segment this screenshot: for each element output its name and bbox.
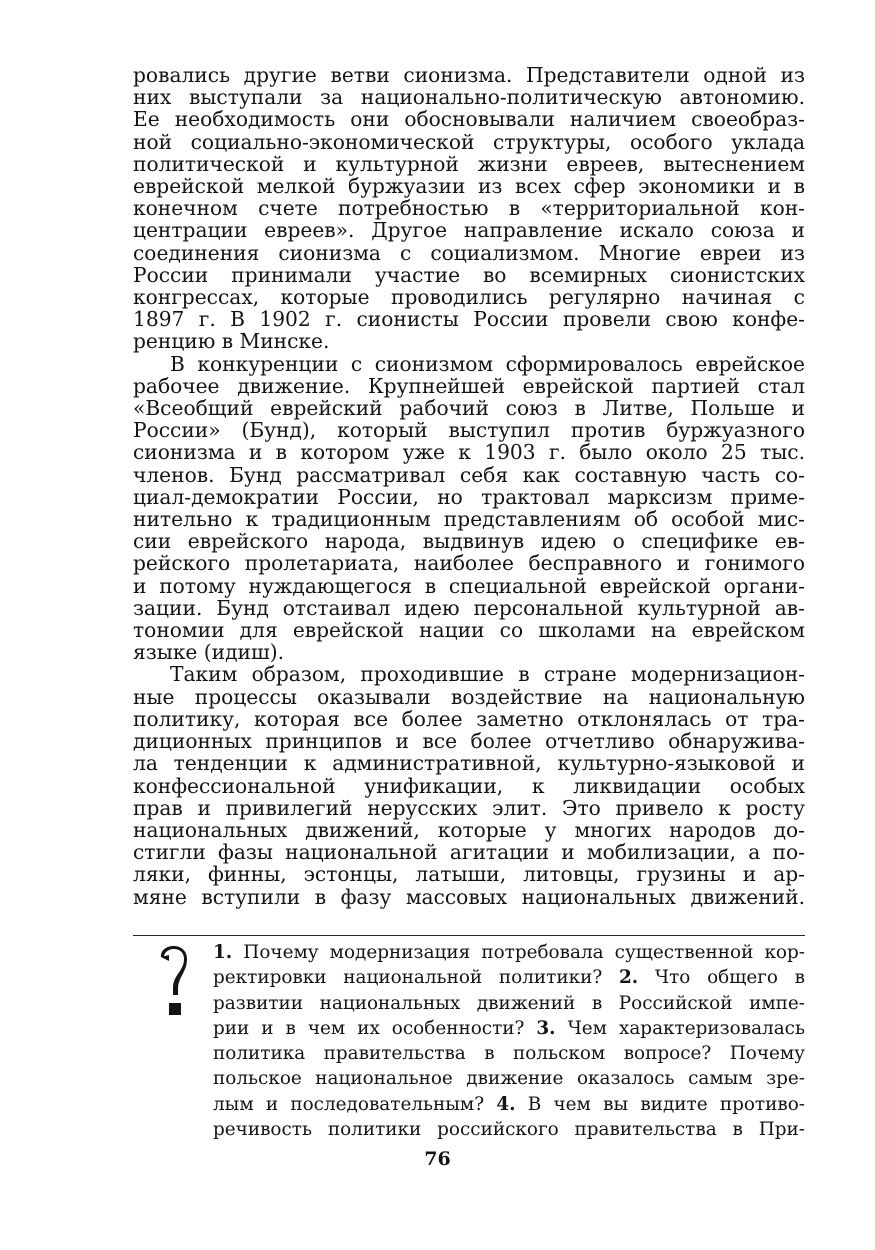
- text-line: конгрессах, которые проводились регулярно начиная с: [133, 285, 805, 310]
- text-line: В конкуренции с сионизмом сформировалось еврейское: [170, 351, 805, 376]
- text-line: ла тенденции к административной, культурно-языковой и: [133, 751, 805, 776]
- text-line: России принимали участие во всемирных сионистских: [133, 262, 805, 287]
- question-number: 1.: [213, 942, 233, 963]
- text-line: ляки, финны, эстонцы, латыши, литовцы, грузины и ар-: [133, 862, 805, 887]
- text-line: «Всеобщий еврейский рабочий союз в Литве, Польше и: [133, 396, 805, 421]
- question-number: 4.: [496, 1093, 516, 1115]
- text-line: мяне вступили в фазу массовых национальных движений.: [133, 884, 805, 909]
- question-text: рии и в чем их особенности?: [213, 1017, 537, 1039]
- question-line: [213, 940, 805, 965]
- question-text: Что общего в: [638, 967, 805, 989]
- text-line: и потому нуждающегося в специальной еврейской органи-: [133, 573, 805, 598]
- question-line: [213, 1016, 805, 1041]
- text-line: рейского пролетариата, наиболее бесправного и гонимого: [133, 551, 805, 576]
- text-line: 1897 г. В 1902 г. сионисты России провели свою конфе-: [133, 307, 805, 332]
- text-line: тономии для еврейской нации со школами на еврейском: [133, 618, 805, 643]
- question-text: ректировки национальной политики?: [213, 967, 619, 989]
- text-line: Ее необходимость они обосновывали наличием своеобраз-: [133, 107, 805, 132]
- text-line: ные процессы оказывали воздействие на национальную: [133, 684, 805, 709]
- question-line: [213, 1041, 805, 1066]
- text-line: прав и привилегий нерусских элит. Это привело к росту: [133, 795, 805, 820]
- text-line: ной социально-экономической структуры, особого уклада: [133, 129, 805, 154]
- text-line: членов. Бунд рассматривал себя как составную часть со-: [133, 462, 805, 487]
- question-text: В чем вы видите противо-: [515, 1093, 805, 1115]
- section-divider: [133, 935, 805, 936]
- page-number: 76: [424, 1148, 451, 1170]
- text-line: центрации евреев». Другое направление искало союза и: [133, 218, 805, 243]
- question-text: лым и последовательным?: [213, 1093, 497, 1115]
- question-mark-icon: [160, 943, 188, 1023]
- text-line: нительно к традиционным представлениям об особой мис-: [133, 507, 805, 532]
- text-line: конечном счете потребностью в «территориальной кон-: [133, 196, 805, 221]
- question-number: 2.: [618, 967, 639, 989]
- review-questions: [213, 940, 805, 1142]
- main-text: [133, 64, 805, 908]
- text-line: рабочее движение. Крупнейшей еврейской партией стал: [133, 373, 805, 398]
- text-line: политической и культурной жизни евреев, вытеснением: [133, 151, 805, 176]
- question-number: 3.: [536, 1017, 556, 1039]
- question-line: [213, 1117, 805, 1142]
- question-text: речивость политики российского правительства в При-: [213, 1119, 805, 1141]
- question-text: Почему модернизация потребовала существенной кор-: [232, 942, 805, 963]
- question-text: политика правительства в польском вопросе? Почему: [213, 1043, 805, 1065]
- question-line: [213, 1066, 805, 1091]
- text-line: Таким образом, проходившие в стране модернизацион-: [170, 662, 805, 687]
- text-line: диционных принципов и все более отчетливо обнаружива-: [133, 729, 805, 754]
- text-line: сионизма и в котором уже к 1903 г. было около 25 тыс.: [133, 440, 805, 465]
- text-line: стигли фазы национальной агитации и мобилизации, а по-: [133, 840, 805, 865]
- text-line: национальных движений, которые у многих народов до-: [133, 817, 805, 842]
- text-line: зации. Бунд отстаивал идею персональной культурной ав-: [133, 595, 805, 620]
- text-line: языке (идиш).: [133, 640, 285, 665]
- text-line: них выступали за национально-политическую автономию.: [133, 85, 805, 110]
- question-line: [213, 965, 805, 990]
- text-line: циал-демократии России, но трактовал марксизм приме-: [133, 484, 805, 509]
- text-line: политику, которая все более заметно отклонялась от тра-: [133, 706, 805, 731]
- text-line: России» (Бунд), который выступил против буржуазного: [133, 418, 805, 443]
- question-text: польское национальное движение оказалось самым зре-: [213, 1068, 805, 1090]
- text-line: сии еврейского народа, выдвинув идею о специфике ев-: [133, 529, 805, 554]
- text-line: ровались другие ветви сионизма. Представители одной из: [133, 63, 805, 87]
- question-text: развитии национальных движений в Российской импе-: [213, 992, 805, 1014]
- text-line: еврейской мелкой буржуазии из всех сфер экономики и в: [133, 174, 805, 199]
- text-line: соединения сионизма с социализмом. Многие евреи из: [133, 240, 805, 265]
- question-text: Чем характеризовалась: [555, 1017, 805, 1039]
- text-line: конфессиональной унификации, к ликвидации особых: [133, 773, 805, 798]
- question-line: [213, 1092, 805, 1117]
- question-line: [213, 991, 805, 1016]
- text-line: ренцию в Минске.: [133, 329, 330, 354]
